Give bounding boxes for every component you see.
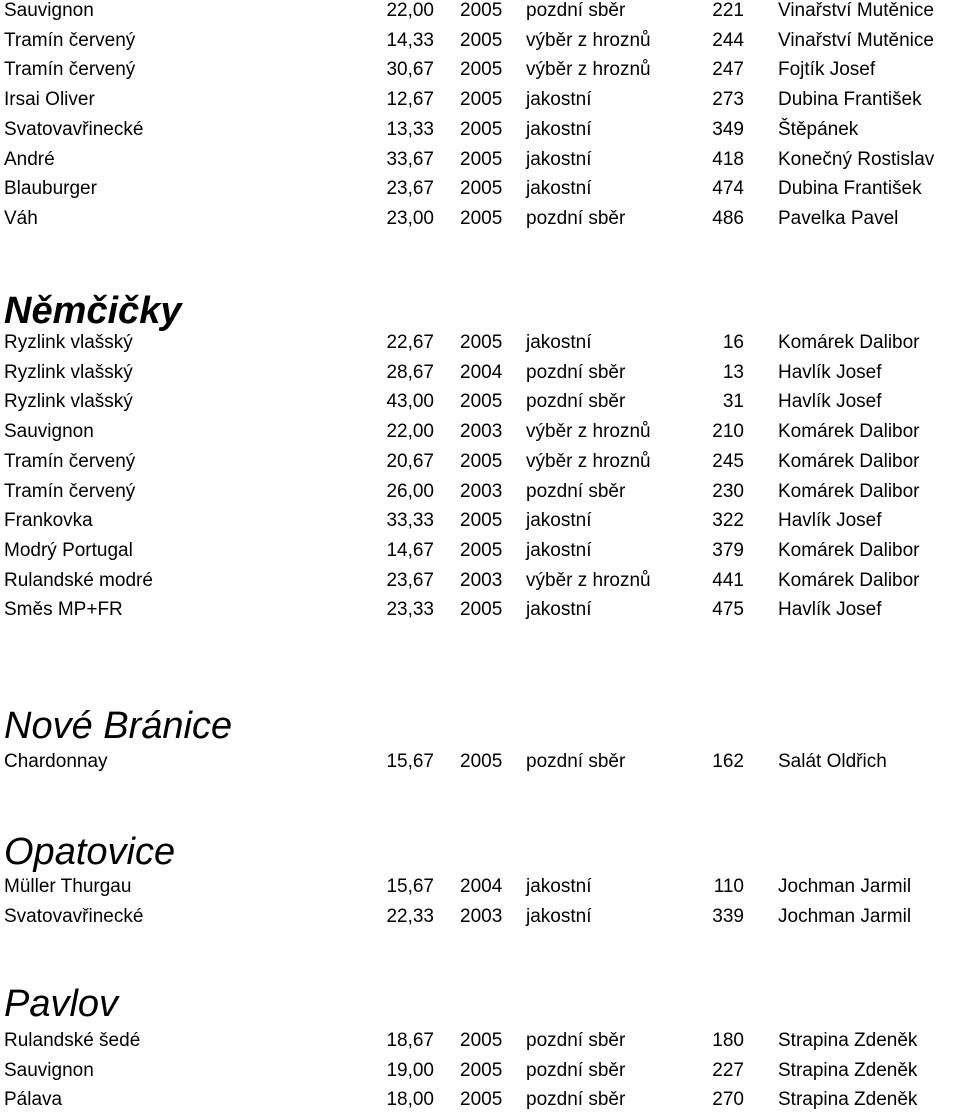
variety-cell: Müller Thurgau <box>4 876 132 897</box>
vintage-year-cell: 2003 <box>460 421 503 443</box>
table-row <box>0 0 960 26</box>
sample-number-cell: 244 <box>712 29 744 51</box>
sample-number-cell: 475 <box>712 599 744 621</box>
vintage-year-cell: 2005 <box>460 89 503 111</box>
sample-number-cell: 486 <box>712 207 744 229</box>
variety-cell: Tramín červený <box>4 450 136 472</box>
score-cell: 13,33 <box>386 118 434 140</box>
sample-number-cell: 210 <box>712 421 744 443</box>
producer-cell: Jochman Jarmil <box>778 876 912 897</box>
score-cell: 15,67 <box>386 751 434 772</box>
table-row <box>0 747 960 777</box>
quality-grade-cell: jakostní <box>526 148 592 170</box>
quality-grade-cell: jakostní <box>526 905 592 927</box>
variety-cell: Ryzlink vlašský <box>4 391 133 413</box>
vintage-year-cell: 2005 <box>460 59 503 81</box>
score-cell: 33,33 <box>386 510 434 532</box>
quality-grade-cell: pozdní sběr <box>526 1089 626 1111</box>
producer-cell: Havlík Josef <box>778 510 882 532</box>
table-row <box>0 872 960 902</box>
producer-cell: Havlík Josef <box>778 391 882 413</box>
table-row <box>0 85 960 115</box>
quality-grade-cell: pozdní sběr <box>526 480 626 502</box>
producer-cell: Pavelka Pavel <box>778 207 899 229</box>
vintage-year-cell: 2005 <box>460 539 503 561</box>
quality-grade-cell: jakostní <box>526 118 592 140</box>
variety-cell: Tramín červený <box>4 480 136 502</box>
quality-grade-cell: výběr z hroznů <box>526 569 651 591</box>
table-row <box>0 902 960 932</box>
table-row <box>0 358 960 388</box>
sample-number-cell: 245 <box>712 450 744 472</box>
sample-number-cell: 441 <box>712 569 744 591</box>
score-cell: 15,67 <box>386 876 434 897</box>
table-row <box>0 1056 960 1086</box>
score-cell: 26,00 <box>386 480 434 502</box>
variety-cell: Směs MP+FR <box>4 599 123 621</box>
producer-cell: Vinařství Mutěnice <box>778 0 934 21</box>
vintage-year-cell: 2005 <box>460 1030 503 1051</box>
quality-grade-cell: pozdní sběr <box>526 1059 626 1081</box>
vintage-year-cell: 2005 <box>460 0 503 21</box>
sample-number-cell: 474 <box>712 178 744 200</box>
variety-cell: Rulandské šedé <box>4 1030 141 1051</box>
table-row <box>0 145 960 175</box>
table-row <box>0 566 960 596</box>
variety-cell: Svatovavřinecké <box>4 118 144 140</box>
sample-number-cell: 16 <box>722 332 744 353</box>
sample-number-cell: 349 <box>712 118 744 140</box>
sample-number-cell: 13 <box>722 361 744 383</box>
score-cell: 22,00 <box>386 421 434 443</box>
vintage-year-cell: 2005 <box>460 751 503 772</box>
producer-cell: Havlík Josef <box>778 361 882 383</box>
score-cell: 23,67 <box>386 569 434 591</box>
vintage-year-cell: 2005 <box>460 207 503 229</box>
sample-number-cell: 339 <box>712 905 744 927</box>
table-row <box>0 447 960 477</box>
section-heading: Nové Bránice <box>4 705 233 747</box>
variety-cell: Blauburger <box>4 178 97 200</box>
quality-grade-cell: pozdní sběr <box>526 391 626 413</box>
score-cell: 18,00 <box>386 1089 434 1111</box>
table-row <box>0 506 960 536</box>
producer-cell: Konečný Rostislav <box>778 148 935 170</box>
variety-cell: Tramín červený <box>4 59 136 81</box>
vintage-year-cell: 2005 <box>460 1089 503 1111</box>
variety-cell: Frankovka <box>4 510 93 532</box>
table-row <box>0 387 960 417</box>
score-cell: 18,67 <box>386 1030 434 1051</box>
table-row <box>0 1085 960 1115</box>
quality-grade-cell: výběr z hroznů <box>526 59 651 81</box>
sample-number-cell: 180 <box>712 1030 744 1051</box>
section-heading: Opatovice <box>4 831 176 873</box>
table-row <box>0 1026 960 1056</box>
score-cell: 14,67 <box>386 539 434 561</box>
vintage-year-cell: 2005 <box>460 450 503 472</box>
quality-grade-cell: jakostní <box>526 332 592 353</box>
table-row <box>0 536 960 566</box>
table-row <box>0 328 960 358</box>
variety-cell: Svatovavřinecké <box>4 905 144 927</box>
quality-grade-cell: jakostní <box>526 876 592 897</box>
table-row <box>0 595 960 625</box>
producer-cell: Komárek Dalibor <box>778 480 920 502</box>
quality-grade-cell: jakostní <box>526 599 592 621</box>
variety-cell: Pálava <box>4 1089 63 1111</box>
vintage-year-cell: 2005 <box>460 148 503 170</box>
producer-cell: Havlík Josef <box>778 599 882 621</box>
sample-number-cell: 379 <box>712 539 744 561</box>
producer-cell: Komárek Dalibor <box>778 539 920 561</box>
variety-cell: Ryzlink vlašský <box>4 332 133 353</box>
table-row <box>0 204 960 234</box>
variety-cell: Chardonnay <box>4 751 108 772</box>
vintage-year-cell: 2005 <box>460 332 503 353</box>
vintage-year-cell: 2004 <box>460 361 503 383</box>
variety-cell: Váh <box>4 207 38 229</box>
table-row <box>0 55 960 85</box>
variety-cell: Sauvignon <box>4 1059 94 1081</box>
quality-grade-cell: výběr z hroznů <box>526 450 651 472</box>
score-cell: 30,67 <box>386 59 434 81</box>
vintage-year-cell: 2003 <box>460 905 503 927</box>
vintage-year-cell: 2003 <box>460 569 503 591</box>
quality-grade-cell: jakostní <box>526 510 592 532</box>
section-heading: Pavlov <box>4 983 119 1025</box>
quality-grade-cell: pozdní sběr <box>526 207 626 229</box>
sample-number-cell: 230 <box>712 480 744 502</box>
vintage-year-cell: 2005 <box>460 178 503 200</box>
quality-grade-cell: pozdní sběr <box>526 0 626 21</box>
vintage-year-cell: 2005 <box>460 599 503 621</box>
table-row <box>0 417 960 447</box>
score-cell: 20,67 <box>386 450 434 472</box>
vintage-year-cell: 2005 <box>460 118 503 140</box>
sample-number-cell: 221 <box>712 0 744 21</box>
vintage-year-cell: 2005 <box>460 391 503 413</box>
quality-grade-cell: pozdní sběr <box>526 1030 626 1051</box>
score-cell: 12,67 <box>386 89 434 111</box>
producer-cell: Komárek Dalibor <box>778 450 920 472</box>
sample-number-cell: 227 <box>712 1059 744 1081</box>
producer-cell: Komárek Dalibor <box>778 421 920 443</box>
sample-number-cell: 110 <box>713 876 744 897</box>
sample-number-cell: 322 <box>712 510 744 532</box>
sample-number-cell: 270 <box>712 1089 744 1111</box>
producer-cell: Komárek Dalibor <box>778 569 920 591</box>
producer-cell: Jochman Jarmil <box>778 905 912 927</box>
quality-grade-cell: výběr z hroznů <box>526 29 651 51</box>
section-heading: Němčičky <box>4 290 182 332</box>
table-row <box>0 115 960 145</box>
vintage-year-cell: 2003 <box>460 480 503 502</box>
vintage-year-cell: 2005 <box>460 1059 503 1081</box>
variety-cell: Tramín červený <box>4 29 136 51</box>
variety-cell: Sauvignon <box>4 421 94 443</box>
producer-cell: Dubina František <box>778 178 922 200</box>
variety-cell: Modrý Portugal <box>4 539 133 561</box>
table-row <box>0 477 960 507</box>
vintage-year-cell: 2005 <box>460 29 503 51</box>
variety-cell: Ryzlink vlašský <box>4 361 133 383</box>
sample-number-cell: 162 <box>712 751 744 772</box>
quality-grade-cell: jakostní <box>526 89 592 111</box>
table-row <box>0 174 960 204</box>
score-cell: 23,67 <box>386 178 434 200</box>
score-cell: 14,33 <box>386 29 434 51</box>
score-cell: 43,00 <box>386 391 434 413</box>
producer-cell: Fojtík Josef <box>778 59 876 81</box>
producer-cell: Komárek Dalibor <box>778 332 920 353</box>
variety-cell: Rulandské modré <box>4 569 153 591</box>
score-cell: 22,00 <box>386 0 434 21</box>
variety-cell: Irsai Oliver <box>4 89 95 111</box>
score-cell: 23,33 <box>386 599 434 621</box>
variety-cell: Sauvignon <box>4 0 94 21</box>
sample-number-cell: 273 <box>712 89 744 111</box>
producer-cell: Strapina Zdeněk <box>778 1059 918 1081</box>
quality-grade-cell: výběr z hroznů <box>526 421 651 443</box>
producer-cell: Strapina Zdeněk <box>778 1089 918 1111</box>
score-cell: 28,67 <box>386 361 434 383</box>
table-row <box>0 26 960 56</box>
producer-cell: Štěpánek <box>778 118 859 140</box>
score-cell: 22,33 <box>386 905 434 927</box>
quality-grade-cell: pozdní sběr <box>526 751 626 772</box>
score-cell: 33,67 <box>386 148 434 170</box>
score-cell: 23,00 <box>386 207 434 229</box>
vintage-year-cell: 2004 <box>460 876 503 897</box>
sample-number-cell: 247 <box>712 59 744 81</box>
vintage-year-cell: 2005 <box>460 510 503 532</box>
variety-cell: André <box>4 148 55 170</box>
quality-grade-cell: pozdní sběr <box>526 361 626 383</box>
quality-grade-cell: jakostní <box>526 178 592 200</box>
score-cell: 22,67 <box>386 332 434 353</box>
score-cell: 19,00 <box>386 1059 434 1081</box>
producer-cell: Salát Oldřich <box>778 751 887 772</box>
producer-cell: Strapina Zdeněk <box>778 1030 918 1051</box>
sample-number-cell: 418 <box>712 148 744 170</box>
producer-cell: Dubina František <box>778 89 922 111</box>
producer-cell: Vinařství Mutěnice <box>778 29 934 51</box>
sample-number-cell: 31 <box>722 391 744 413</box>
quality-grade-cell: jakostní <box>526 539 592 561</box>
